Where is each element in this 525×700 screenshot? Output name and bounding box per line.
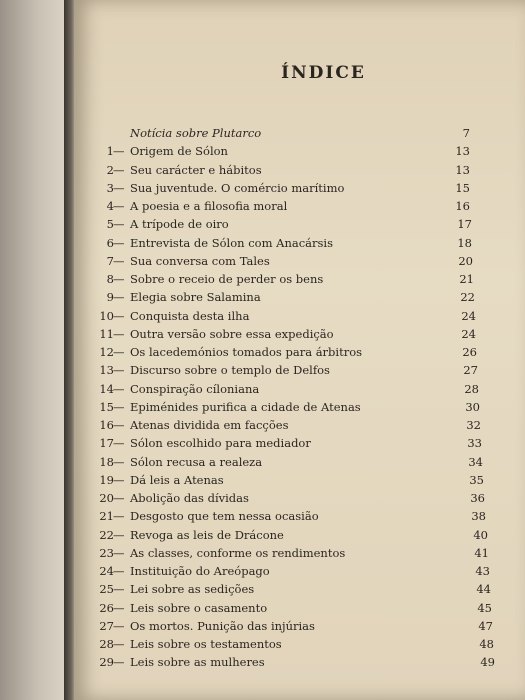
- chapter-title: Leis sobre as mulheres: [130, 655, 265, 670]
- dash-separator: —: [113, 345, 125, 359]
- dash-separator: —: [113, 618, 125, 633]
- chapter-number: 20: [99, 491, 114, 505]
- chapter-number: 11: [99, 326, 114, 341]
- dash-separator: —: [113, 472, 125, 487]
- chapter-number: 7: [106, 253, 114, 268]
- chapter-title: Conspiração cíloniana: [130, 381, 260, 396]
- toc-entry: [88, 382, 525, 398]
- toc-entry: [88, 491, 525, 507]
- toc-entry: [88, 163, 525, 179]
- dash-separator: —: [113, 418, 125, 432]
- chapter-number: 12: [99, 345, 114, 359]
- chapter-number: 23: [99, 545, 114, 560]
- page-number: 21: [459, 272, 474, 286]
- chapter-number: 15: [99, 399, 114, 414]
- dash-separator: —: [113, 253, 125, 268]
- chapter-title: Outra versão sobre essa expedição: [130, 326, 334, 341]
- page-number: 40: [473, 527, 488, 542]
- toc-entry: [88, 345, 525, 361]
- chapter-number: 25: [99, 582, 114, 597]
- page-number: 27: [463, 363, 478, 378]
- page-number: 44: [476, 582, 491, 597]
- page-number: 15: [455, 180, 470, 195]
- chapter-title: Entrevista de Sólon com Anacársis: [130, 235, 333, 250]
- page-number: 36: [470, 491, 485, 505]
- chapter-title: As classes, conforme os rendimentos: [130, 545, 346, 560]
- dash-separator: —: [113, 326, 125, 341]
- dash-separator: —: [113, 545, 125, 560]
- page-number: 13: [455, 144, 470, 159]
- chapter-title: Seu carácter e hábitos: [130, 162, 262, 177]
- dash-separator: —: [113, 217, 125, 232]
- dash-separator: —: [113, 144, 125, 159]
- toc-entry: [88, 436, 525, 452]
- chapter-number: 16: [99, 418, 114, 432]
- dash-separator: —: [113, 399, 125, 414]
- facing-page: [0, 0, 70, 700]
- page-number: 7: [462, 126, 470, 140]
- dash-separator: —: [113, 272, 125, 286]
- page-number: 16: [455, 199, 470, 213]
- page-number: 24: [461, 326, 476, 341]
- dash-separator: —: [113, 564, 125, 578]
- toc-entry: [88, 363, 525, 379]
- chapter-title: Revoga as leis de Drácone: [130, 527, 284, 542]
- dash-separator: —: [113, 180, 125, 195]
- page-number: 13: [455, 162, 470, 177]
- dash-separator: —: [113, 637, 125, 651]
- chapter-number: 24: [99, 564, 114, 578]
- page-number: 18: [457, 235, 472, 250]
- chapter-number: 28: [99, 637, 114, 651]
- dash-separator: —: [113, 509, 125, 524]
- chapter-number: 1: [106, 144, 114, 159]
- dash-separator: —: [113, 454, 125, 469]
- chapter-title: Elegia sobre Salamina: [130, 290, 261, 305]
- chapter-title: Conquista desta ilha: [130, 308, 250, 323]
- chapter-title: A trípode de oiro: [130, 217, 229, 232]
- toc-entry: [88, 655, 525, 671]
- page-number: 20: [458, 253, 473, 268]
- page-number: 28: [464, 381, 479, 396]
- page-number: 34: [468, 454, 483, 469]
- chapter-number: 8: [106, 272, 114, 286]
- chapter-title: Desgosto que tem nessa ocasião: [130, 509, 319, 524]
- chapter-title: Sobre o receio de perder os bens: [130, 272, 324, 286]
- toc-entry: [88, 236, 525, 252]
- chapter-number: 21: [99, 509, 114, 524]
- chapter-number: 6: [106, 235, 114, 250]
- chapter-number: 4: [106, 199, 114, 213]
- page-title: ÍNDICE: [281, 63, 366, 83]
- toc-entry: [88, 327, 525, 343]
- chapter-number: 18: [99, 454, 114, 469]
- toc-entry: [88, 455, 525, 471]
- chapter-title: Dá leis a Atenas: [130, 472, 224, 487]
- page-number: 45: [477, 600, 492, 615]
- dash-separator: —: [113, 308, 125, 323]
- chapter-number: 13: [99, 363, 114, 378]
- chapter-title: Os lacedemónios tomados para árbitros: [130, 345, 363, 359]
- toc-entry: [88, 254, 525, 270]
- chapter-title: Sólon recusa a realeza: [130, 454, 263, 469]
- chapter-number: 29: [99, 655, 114, 670]
- dash-separator: —: [113, 235, 125, 250]
- toc-entry: [88, 418, 525, 434]
- chapter-title: Abolição das dívidas: [130, 491, 249, 505]
- page-number: 26: [462, 345, 477, 359]
- chapter-title: Sua conversa com Tales: [130, 253, 270, 268]
- toc-entry: [88, 473, 525, 489]
- toc-entry: [88, 181, 525, 197]
- chapter-title: Lei sobre as sedições: [130, 582, 255, 597]
- toc-entry: [88, 582, 525, 598]
- chapter-number: 19: [99, 472, 114, 487]
- chapter-number: 27: [99, 618, 114, 633]
- page-number: 33: [467, 436, 482, 451]
- toc-entry: [88, 619, 525, 635]
- toc-entry: [88, 601, 525, 617]
- dash-separator: —: [113, 436, 125, 451]
- page-number: 22: [460, 290, 475, 305]
- dash-separator: —: [113, 655, 125, 670]
- page-number: 17: [457, 217, 472, 232]
- page-number: 38: [471, 509, 486, 524]
- page-number: 24: [461, 308, 476, 323]
- chapter-number: 26: [99, 600, 114, 615]
- toc-entry: [88, 637, 525, 653]
- toc-entry: [88, 144, 525, 160]
- chapter-title: Instituição do Areópago: [130, 564, 270, 578]
- chapter-title: A poesia e a filosofia moral: [130, 199, 288, 213]
- book-page: [74, 0, 525, 700]
- toc-intro-entry: [88, 126, 525, 142]
- chapter-title: Leis sobre o casamento: [130, 600, 268, 615]
- toc-entry: [88, 309, 525, 325]
- chapter-number: 17: [99, 436, 114, 451]
- dash-separator: —: [113, 381, 125, 396]
- chapter-number: 14: [99, 381, 114, 396]
- chapter-number: 10: [99, 308, 114, 323]
- dash-separator: —: [113, 199, 125, 213]
- chapter-title: Atenas dividida em facções: [130, 418, 289, 432]
- toc-entry: [88, 528, 525, 544]
- chapter-title: Epiménides purifica a cidade de Atenas: [130, 399, 361, 414]
- toc-entry: [88, 564, 525, 580]
- chapter-title: Notícia sobre Plutarco: [130, 126, 262, 140]
- chapter-title: Os mortos. Punição das injúrias: [130, 618, 315, 633]
- dash-separator: —: [113, 600, 125, 615]
- toc-entry: [88, 400, 525, 416]
- dash-separator: —: [113, 290, 125, 305]
- chapter-title: Sua juventude. O comércio marítimo: [130, 180, 345, 195]
- table-of-contents: [74, 0, 525, 700]
- dash-separator: —: [113, 582, 125, 597]
- page-number: 47: [478, 618, 493, 633]
- page-number: 41: [474, 545, 489, 560]
- page-number: 30: [465, 399, 480, 414]
- dash-separator: —: [113, 527, 125, 542]
- chapter-title: Discurso sobre o templo de Delfos: [130, 363, 330, 378]
- chapter-number: 5: [106, 217, 114, 232]
- toc-entry: [88, 290, 525, 306]
- chapter-number: 2: [106, 162, 114, 177]
- toc-entry: [88, 546, 525, 562]
- chapter-number: 9: [106, 290, 114, 305]
- page-number: 43: [475, 564, 490, 578]
- chapter-title: Sólon escolhido para mediador: [130, 436, 311, 451]
- toc-entry: [88, 199, 525, 215]
- toc-entry: [88, 272, 525, 288]
- toc-entry: [88, 509, 525, 525]
- toc-entry: [88, 217, 525, 233]
- chapter-title: Origem de Sólon: [130, 144, 228, 159]
- page-number: 49: [480, 655, 495, 670]
- dash-separator: —: [113, 363, 125, 378]
- dash-separator: —: [113, 162, 125, 177]
- chapter-title: Leis sobre os testamentos: [130, 637, 282, 651]
- page-number: 48: [479, 637, 494, 651]
- dash-separator: —: [113, 491, 125, 505]
- page-number: 35: [469, 472, 484, 487]
- chapter-number: 3: [106, 180, 114, 195]
- page-number: 32: [466, 418, 481, 432]
- chapter-number: 22: [99, 527, 114, 542]
